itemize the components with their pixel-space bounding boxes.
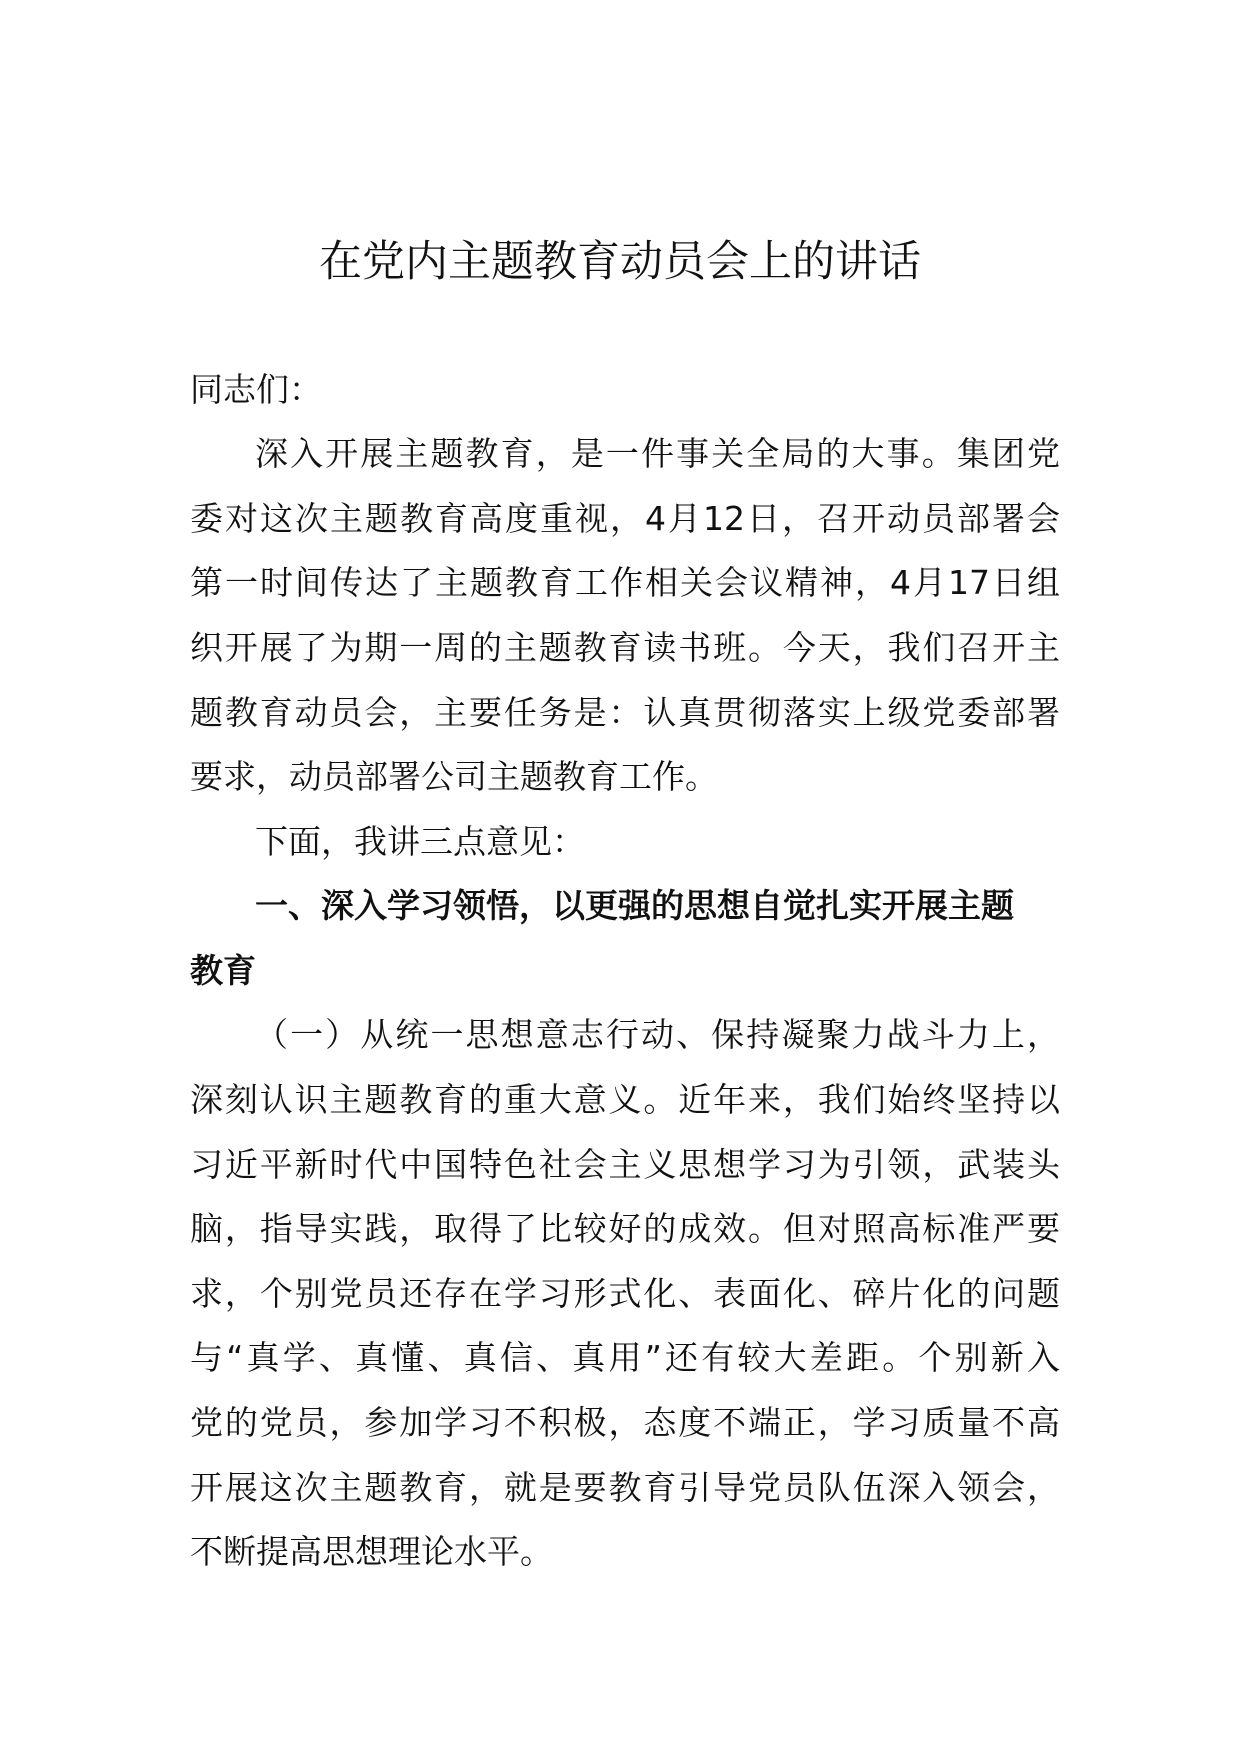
- paragraph-line: 不断提高思想理论水平。: [190, 1532, 553, 1571]
- paragraph-line: 求，个别党员还存在学习形式化、表面化、碎片化的问题: [190, 1274, 1060, 1313]
- paragraph-line: 深入开展主题教育，是一件事关全局的大事。集团党: [255, 434, 1060, 473]
- paragraph-line: 要求，动员部署公司主题教育工作。: [190, 757, 718, 796]
- paragraph-line: 习近平新时代中国特色社会主义思想学习为引领，武装头: [190, 1145, 1060, 1184]
- paragraph-line: 第一时间传达了主题教育工作相关会议精神，4月17日组: [190, 563, 1060, 602]
- paragraph-line: 开展这次主题教育，就是要教育引导党员队伍深入领会，: [190, 1468, 1060, 1507]
- paragraph-line: 委对这次主题教育高度重视，4月12日，召开动员部署会: [190, 499, 1060, 538]
- paragraph-line: 与“真学、真懂、真信、真用”还有较大差距。个别新入: [190, 1338, 1060, 1377]
- paragraph-line: （一）从统一思想意志行动、保持凝聚力战斗力上，: [255, 1015, 1060, 1054]
- section-heading: 一、深入学习领悟，以更强的思想自觉扎实开展主题: [255, 886, 1014, 925]
- section-heading: 教育: [190, 951, 256, 990]
- paragraph-line: 脑，指导实践，取得了比较好的成效。但对照高标准严要: [190, 1209, 1060, 1248]
- paragraph-line: 党的党员，参加学习不积极，态度不端正，学习质量不高: [190, 1403, 1060, 1442]
- paragraph-line: 织开展了为期一周的主题教育读书班。今天，我们召开主: [190, 628, 1060, 667]
- paragraph-line: 题教育动员会，主要任务是：认真贯彻落实上级党委部署: [190, 693, 1060, 732]
- paragraph-line: 下面，我讲三点意见：: [255, 822, 585, 861]
- paragraph-line: 深刻认识主题教育的重大意义。近年来，我们始终坚持以: [190, 1080, 1060, 1119]
- salutation: 同志们：: [190, 370, 322, 409]
- document-title: 在党内主题教育动员会上的讲话: [319, 237, 921, 287]
